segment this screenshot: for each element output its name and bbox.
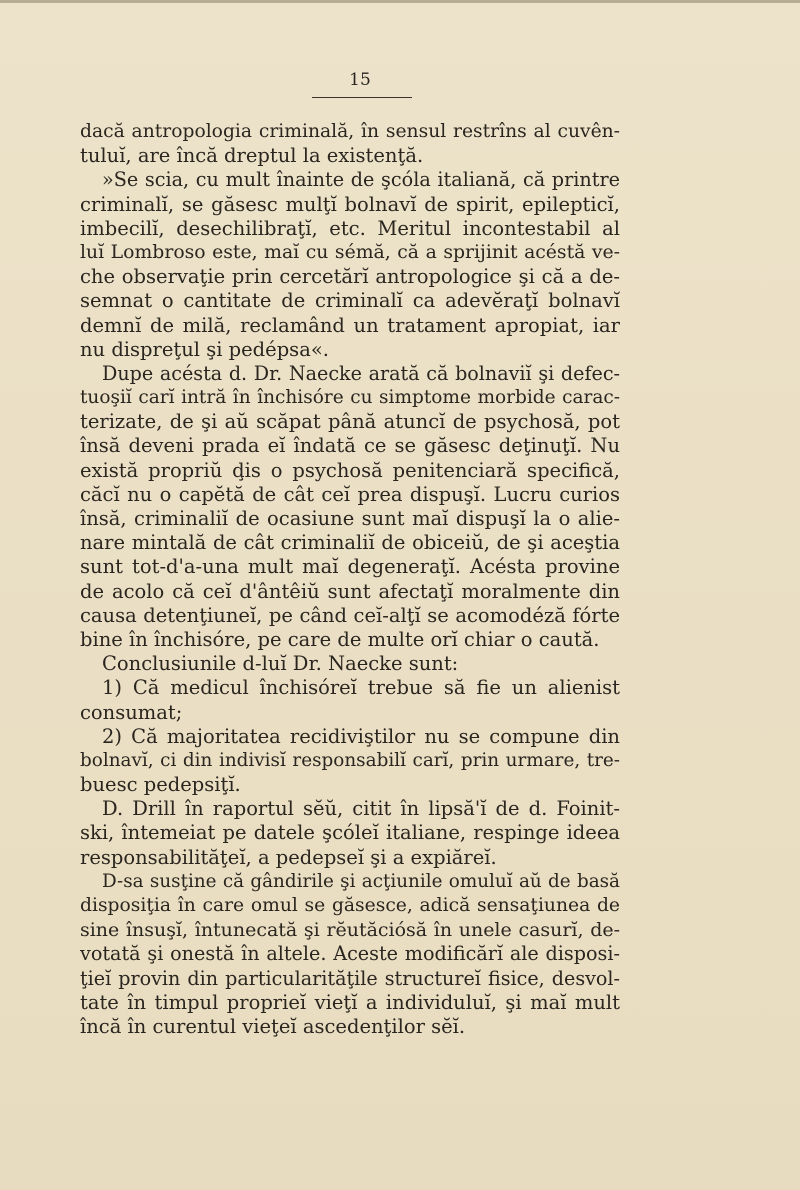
text-line: Dupe acésta d. Dr. Naecke arată că bolnaviĭ şi defec-	[102, 361, 620, 385]
text-line: D. Drill în raportul sĕŭ, citit în lipsă'ĭ de d. Foinit-	[102, 797, 620, 821]
text-line: tuoşiĭ carĭ intră în închisóre cu simptome morbide carac-	[80, 387, 620, 409]
text-line: 2) Că majoritatea recidiviştilor nu se compune din	[102, 724, 620, 748]
text-line: căcĭ nu o capĕtă de cât ceĭ prea dispuşĭ. Lucru curios	[80, 482, 620, 506]
text-line: semnat o cantitate de criminalĭ ca adevĕraţĭ bolnavĭ	[80, 289, 620, 313]
text-line: buesc pedepsiţĭ.	[80, 773, 241, 797]
text-line: disposiţia în care omul se găsesce, adică sensaţiunea de	[80, 895, 620, 916]
text-line: de acolo că ceĭ d'ântêiŭ sunt afectaţĭ moralmente din	[80, 579, 620, 603]
text-line: încă în curentul vieţeĭ ascedenţilor sĕĭ.	[80, 1014, 466, 1038]
text-line: »Se scia, cu mult înainte de şcóla italiană, că printre	[102, 168, 620, 192]
text-line: causa detenţiuneĭ, pe când ceĭ-alţĭ se acomodéză fórte	[80, 603, 620, 627]
text-line: che observaţie prin cercetărĭ antropologice şi că a de-	[80, 265, 620, 289]
text-line: bolnavĭ, ci din indivisĭ responsabilĭ carĭ, prin urmare, tre-	[80, 749, 620, 771]
text-line: dacă antropologia criminală, în sensul restrîns al cuvên-	[80, 121, 620, 142]
text-line: demnĭ de milă, reclamând un tratament apropiat, iar	[80, 313, 620, 337]
text-line: însă, criminaliĭ de ocasiune sunt maĭ dispuşĭ la o alie-	[80, 507, 620, 530]
text-line: bine în închisóre, pe care de multe orĭ chiar o caută.	[80, 627, 600, 651]
text-line: imbecilĭ, desechilibraţĭ, etc. Meritul incontestabil al	[80, 216, 620, 240]
text-line: ţieĭ provin din particularităţile structureĭ fisice, desvol-	[80, 966, 620, 990]
text-line: D-sa susţine că gândirile şi acţiunile omuluĭ aŭ de basă	[102, 870, 620, 892]
header-rule	[312, 97, 412, 98]
text-line: responsabilităţeĭ, a pedepseĭ şi a expiăreĭ.	[80, 845, 497, 869]
text-line: luĭ Lombroso este, maĭ cu sémă, că a sprijinit acéstă ve-	[80, 241, 620, 263]
text-line: 1) Că medicul închisóreĭ trebue să fie un alienist	[102, 676, 620, 700]
text-line: consumat;	[80, 700, 183, 724]
text-line: ski, întemeiat pe datele şcóleĭ italiane, respinge ideea	[80, 821, 620, 845]
text-line: însă deveni prada eĭ îndată ce se găsesc deţinuţĭ. Nu	[80, 434, 620, 458]
text-line: Conclusiunile d-luĭ Dr. Naecke sunt:	[102, 652, 459, 676]
text-line: nare mintală de cât criminaliĭ de obiceiŭ, de şi aceştia	[80, 531, 620, 555]
text-line: votată şi onestă în altele. Aceste modificărĭ ale disposi-	[80, 942, 620, 966]
text-line: tuluĭ, are încă dreptul la existenţă.	[80, 144, 424, 168]
text-line: terizate, de şi aŭ scăpat până atuncĭ de psychosă, pot	[80, 410, 620, 434]
text-line: sine însuşĭ, întunecată şi rĕutăciósă în unele casurĭ, de-	[80, 919, 620, 942]
text-line: nu dispreţul şi pedépsa«.	[80, 337, 329, 361]
text-line: sunt tot-d'a-una mult maĭ degeneraţĭ. Acésta provine	[80, 555, 620, 579]
text-line: tate în timpul proprieĭ vieţĭ a individuluĭ, şi maĭ mult	[80, 990, 620, 1014]
body-text	[80, 120, 620, 1039]
page-number: 15	[349, 70, 371, 90]
text-line: există propriŭ ḑis o psychosă penitenciară specifică,	[80, 458, 620, 482]
text-line: criminalĭ, se găsesc mulţĭ bolnavĭ de spirit, epilepticĭ,	[80, 192, 620, 216]
page-top-edge	[0, 0, 800, 3]
